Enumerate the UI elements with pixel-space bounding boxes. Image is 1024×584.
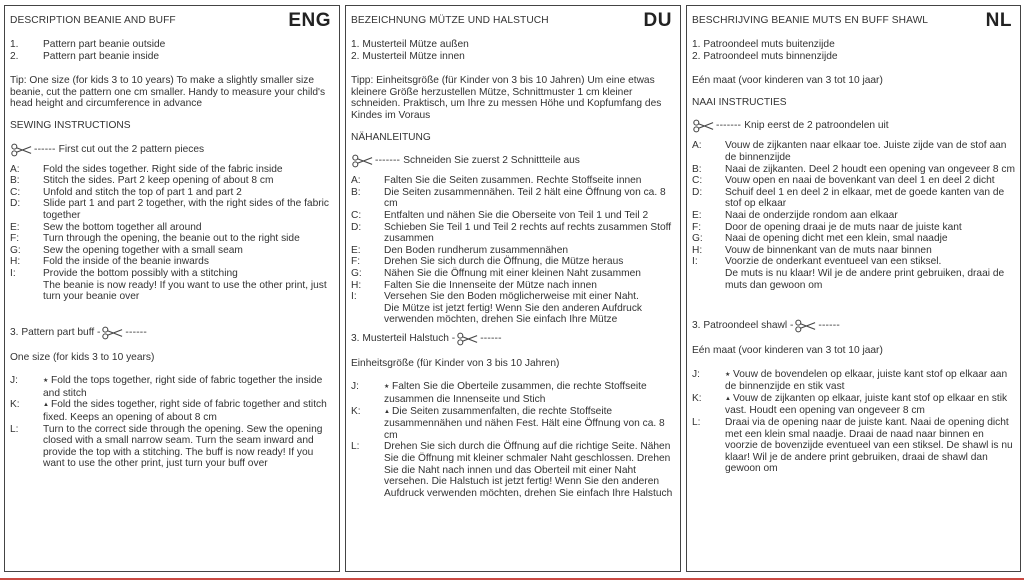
step-row: H: Vouw de binnenkant van de muts naar binnen [692,244,932,256]
step-row: G: Sew the opening together with a small seam [10,244,243,256]
scissors-icon [456,332,479,346]
step-row: L: Turn to the correct side through the opening. Sew the opening closed with a small narrow seam. Turn the seam inward and provide the top with a stitching. The buff is now ready! If you want to use the other print, just turn your buff over [10,423,323,470]
sewing-heading: NÄHANLEITUNG [351,131,431,143]
step-row: D: Schieben Sie Teil 1 und Teil 2 rechts auf rechts zusammen Stoff zusammen [351,221,672,245]
size-tip: Tipp: Einheitsgröße (für Kinder von 3 bis 10 Jahren) Um eine etwas kleinere Größe herzustellen Mütze, Schnittmuster 1 cm kleiner schneiden. Praktisch, um Ihre zu messen Höhe und Kopfumfang des Kindes im Voraus [351,75,662,121]
pattern-item: 2. Patroondeel muts binnenzijde [692,50,838,62]
step-row: A: Fold the sides together. Right side of the fabric inside [10,163,283,175]
buff-title: 3. Pattern part buff - ------ [10,326,147,338]
pattern-item: 1. Patroondeel muts buitenzijde [692,39,835,50]
panel-title: DESCRIPTION BEANIE AND BUFF [10,15,176,26]
step-row: E: Den Boden rundherum zusammennähen [351,244,569,256]
pattern-item: 2. Musterteil Mütze innen [351,50,465,62]
buff-steps-list [692,369,1015,475]
step-row: H: Fold the inside of the beanie inwards [10,256,209,268]
sewing-heading: NAAI INSTRUCTIES [692,96,787,108]
buff-steps-list [351,381,675,499]
panel-german [345,5,681,572]
step-row: I: Voorzie de onderkant eventueel van een stiksel. [692,256,942,268]
step-row: A: Falten Sie die Seiten zusammen. Rechte Stoffseite innen [351,175,642,187]
done-note: Die Mütze ist jetzt fertig! Wenn Sie den anderen Aufdruck verwenden möchten, drehen Sie einfach Ihre Mütze [384,302,643,326]
panel-title: BEZEICHNUNG MÜTZE UND HALSTUCH [351,15,549,26]
step-row: L: Drehen Sie sich durch die Öffnung auf die richtige Seite. Nähen Sie die Öffnung mit kleiner schmaler Naht geschlossen. Drehen Sie die Naht nach innen und das Oberteil mit einer Naht versehen. Die Halstuch ist jetzt fertig! Wenn Sie den anderen Aufdruck verwenden möchten, drehen Sie einfach Ihre Halstuch [351,441,673,499]
done-note: De muts is nu klaar! Wil je de andere print gebruiken, draai de muts dan gewoon om [725,267,1005,291]
step-row: B: Stitch the sides. Part 2 keep opening of about 8 cm [10,175,274,187]
scissors-icon [692,119,715,133]
size-tip: Eén maat (voor kinderen van 3 tot 10 jaar) [692,75,883,87]
scissors-icon [794,319,817,333]
step-row: D: Schuif deel 1 en deel 2 in elkaar, met de goede kanten van de stof op elkaar [692,186,1005,210]
scissors-icon [101,326,124,340]
step-row: J: ★ Vouw de bovendelen op elkaar, juiste kant stof op elkaar aan de binnenzijde en stik vast [692,368,1008,393]
panel-english [4,5,340,572]
step-row: B: Naai de zijkanten. Deel 2 houdt een opening van ongeveer 8 cm [692,163,1015,175]
step-row: G: Nähen Sie die Öffnung mit einer kleinen Naht zusammen [351,267,641,279]
sewing-heading: SEWING INSTRUCTIONS [10,119,131,131]
steps-list [351,175,675,326]
steps-list [692,140,1015,291]
scissors-icon [10,143,33,157]
accent-rule [0,578,1024,580]
cut-instruction: ------- Knip eerst de 2 patroondelen uit [692,119,1015,133]
language-code: DU [643,10,672,31]
step-row: C: Vouw open en naai de bovenkant van deel 1 en deel 2 dicht [692,175,995,187]
scissors-icon [351,154,374,168]
panel-title: BESCHRIJVING BEANIE MUTS EN BUFF SHAWL [692,15,929,26]
buff-steps-list [10,375,334,470]
buff-title: 3. Patroondeel shawl - ------ [692,320,840,332]
buff-size: One size (for kids 3 to 10 years) [10,351,155,363]
panel-dutch [686,5,1021,572]
cut-instruction: ------- Schneiden Sie zuerst 2 Schnittteile aus [351,154,675,168]
step-row: C: Entfalten und nähen Sie die Oberseite von Teil 1 und Teil 2 [351,209,649,221]
step-row: K: ▲ Die Seiten zusammenfalten, die rechte Stoffseite zusammennähen und nähen Fest. Hält eine Öffnung von ca. 8 cm [351,405,665,441]
step-row: F: Drehen Sie sich durch die Öffnung, die Mütze heraus [351,256,624,268]
step-row: J: ★ Fold the tops together, right side of fabric together the inside and stitch [10,375,323,399]
step-row: I: Versehen Sie den Boden möglicherweise mit einer Naht. [351,291,639,303]
pattern-item: 2. Pattern part beanie inside [10,50,160,62]
step-row: K: ▲ Vouw de zijkanten op elkaar, juiste kant stof op elkaar en stik vast. Houdt een opening van ongeveer 8 cm [692,392,1008,417]
star-bullet: ★ [725,371,731,378]
language-code: ENG [288,10,331,31]
step-row: E: Naai de onderzijde rondom aan elkaar [692,209,898,221]
pattern-item: 1. Pattern part beanie outside [10,39,166,50]
star-bullet: ★ [384,384,390,391]
star-bullet: ★ [43,378,49,385]
triangle-bullet: ▲ [384,408,390,415]
step-row: G: Naai de opening dicht met een klein, smal naadje [692,233,948,245]
step-row: J: ★ Falten Sie die Oberteile zusammen, die rechte Stoffseite zusammen die Innenseite und Stich [351,381,647,406]
step-row: B: Die Seiten zusammennähen. Teil 2 hält eine Öffnung von ca. 8 cm [351,186,666,210]
step-row: H: Falten Sie die Innenseite der Mütze nach innen [351,279,597,291]
done-note: The beanie is now ready! If you want to use the other print, just turn your beanie over [43,279,327,303]
step-row: E: Sew the bottom together all around [10,221,202,233]
step-row: L: Draai via de opening naar de juiste kant. Naai de opening dicht met een klein smal naadje. Draai de naad naar binnen en voorzie de bovenzijde eventueel van een stiksel. De shawl is nu klaar! Wil je de andere print gebruiken, draai de shawl dan gewoon om [692,417,1013,475]
step-row: F: Door de opening draai je de muts naar de juiste kant [692,221,962,233]
step-row: C: Unfold and stitch the top of part 1 and part 2 [10,186,242,198]
buff-size: Einheitsgröße (für Kinder von 3 bis 10 Jahren) [351,357,560,369]
step-row: F: Turn through the opening, the beanie out to the right side [10,233,300,245]
language-code: NL [985,10,1012,31]
cut-instruction: ------ First cut out the 2 pattern pieces [10,143,334,157]
size-tip: Tip: One size (for kids 3 to 10 years) To make a slightly smaller size beanie, cut the pattern one cm smaller. Handy to measure your child's head height and circumference in advance [10,75,326,110]
triangle-bullet: ▲ [43,402,49,409]
step-row: I: Provide the bottom possibly with a stitching [10,267,238,279]
step-row: D: Slide part 1 and part 2 together, with the right sides of the fabric together [10,198,329,221]
buff-title: 3. Musterteil Halstuch - ------ [351,332,502,344]
step-row: A: Vouw de zijkanten naar elkaar toe. Juiste zijde van de stof aan de binnenzijde [692,140,1007,163]
steps-list [10,164,334,303]
triangle-bullet: ▲ [725,395,731,402]
step-row: K: ▲ Fold the sides together, right side of fabric together and stitch fixed. Keeps an opening of about 8 cm [10,399,327,424]
buff-size: Eén maat (voor kinderen van 3 tot 10 jaar) [692,345,883,357]
pattern-item: 1. Musterteil Mütze außen [351,39,469,50]
